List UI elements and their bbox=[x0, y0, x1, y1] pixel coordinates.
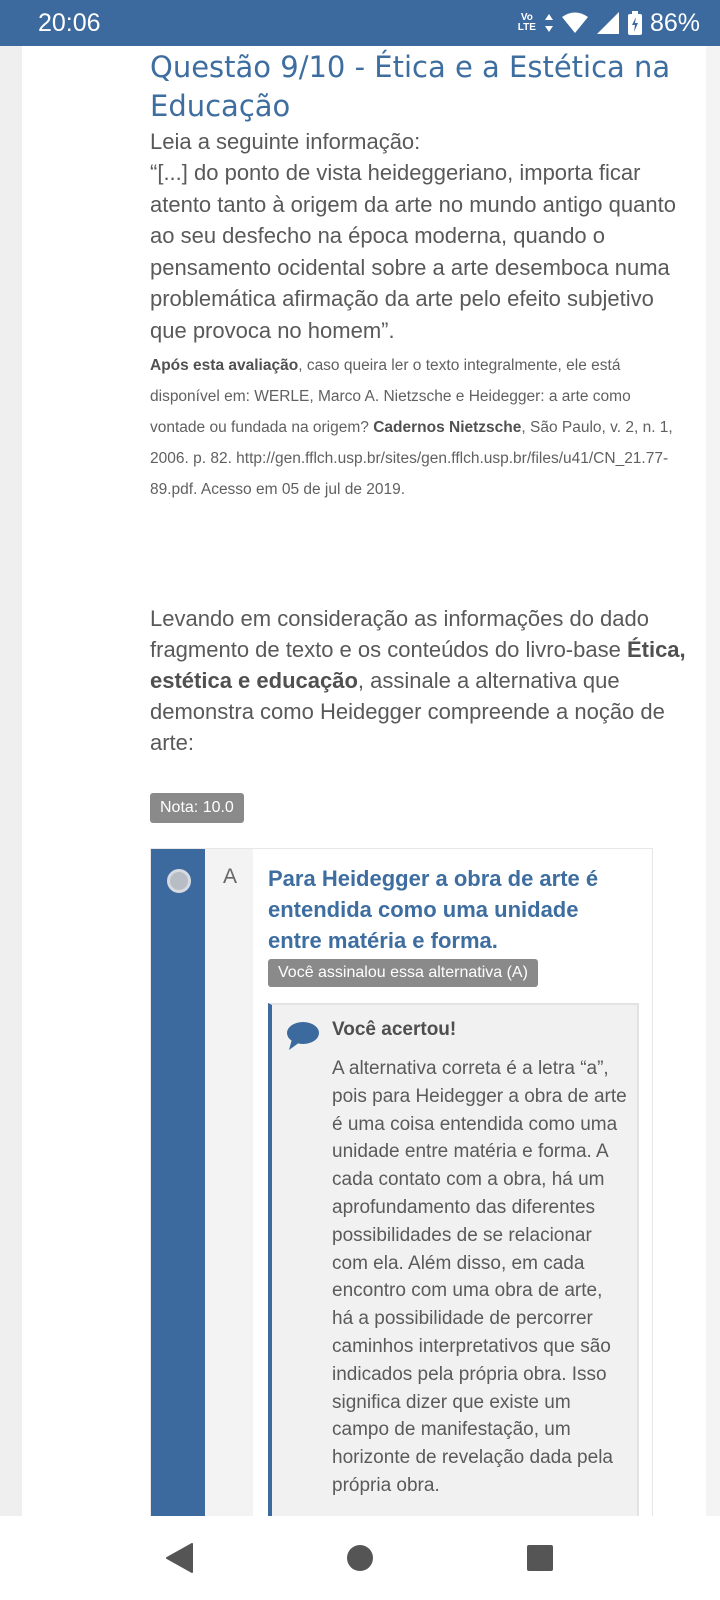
status-time: 20:06 bbox=[38, 8, 101, 37]
question-page[interactable] bbox=[22, 46, 706, 1516]
question-content bbox=[150, 46, 690, 823]
alternative-letter: A bbox=[223, 865, 238, 888]
alternative-letter-column bbox=[205, 849, 253, 1516]
right-gutter bbox=[706, 46, 720, 1516]
signal-icon bbox=[596, 11, 620, 35]
home-circle-icon bbox=[346, 1544, 374, 1572]
question-prompt bbox=[150, 603, 690, 758]
data-arrows-icon bbox=[544, 13, 554, 33]
alternative-text: Para Heidegger a obra de arte é entendida como uma unidade entre matéria e forma. bbox=[268, 866, 599, 953]
status-bar bbox=[0, 0, 720, 46]
alternative-radio[interactable] bbox=[167, 869, 191, 893]
selected-alternative-badge: Você assinalou essa alternativa (A) bbox=[268, 959, 538, 987]
recents-button[interactable] bbox=[510, 1528, 570, 1588]
left-gutter bbox=[0, 46, 22, 1516]
prompt-book-title: Ética, estética e educação bbox=[150, 637, 686, 693]
volte-icon bbox=[518, 13, 536, 33]
alternative-selected-stripe bbox=[151, 849, 205, 1516]
navigation-bar bbox=[0, 1516, 720, 1600]
speech-bubble-icon bbox=[286, 1021, 320, 1051]
source-reference bbox=[150, 350, 690, 505]
back-button[interactable] bbox=[150, 1528, 210, 1588]
question-quote: “[...] do ponto de vista heideggeriano, importa ficar atento tanto à origem da arte no mundo antigo quanto ao seu desfecho na época moderna, quando o pensamento ocidental sobre a arte desemboca numa problemática afirmação da arte pelo efeito subjetivo que provoca no homem”. bbox=[150, 160, 676, 343]
ref-bold-2: Cadernos Nietzsche bbox=[373, 419, 522, 436]
ref-text-2: , São Paulo, v. 2, n. 1, 2006. p. 82. http://gen.fflch.usp.br/sites/gen.fflch.usp.br/files/u41/CN_21.77-89.pdf. Acesso em 05 de jul de 2019. bbox=[150, 419, 673, 498]
status-icons bbox=[518, 9, 700, 38]
question-lead: Leia a seguinte informação: bbox=[150, 129, 421, 154]
feedback-text: A alternativa correta é a letra “a”, pois para Heidegger a obra de arte é uma coisa entendida como uma unidade entre matéria e forma. A cada contato com a obra, há um aprofundamento das diferentes possibilidades de se relacionar com ela. Além disso, em cada encontro com uma obra de arte, há a possibilidade de percorrer caminhos interpretativos que são indicados pela própria obra. Isso significa dizer que existe um campo de manifestação, um horizonte de revelação dada pela própria obra. bbox=[332, 1058, 627, 1496]
volte-top: Vo bbox=[520, 12, 533, 23]
feedback-title: Você acertou! bbox=[332, 1019, 457, 1040]
battery-percent: 86% bbox=[649, 8, 700, 37]
grade-badge: Nota: 10.0 bbox=[150, 793, 244, 823]
ref-text-1: , caso queira ler o texto integralmente, ele está disponível em: WERLE, Marco A. Nietzsche e Heidegger: a arte como vontade ou fundada na origem? bbox=[150, 357, 631, 436]
prompt-text-1: Levando em consideração as informações do dado fragmento de texto e os conteúdos do livro-base bbox=[150, 606, 649, 662]
recents-square-icon bbox=[526, 1544, 554, 1572]
feedback-box bbox=[268, 1003, 639, 1516]
wifi-icon bbox=[562, 12, 588, 34]
home-button[interactable] bbox=[330, 1528, 390, 1588]
prompt-text-2: , assinale a alternativa que demonstra como Heidegger compreende a noção de arte: bbox=[150, 668, 665, 755]
battery-icon bbox=[628, 11, 642, 35]
alternative-a[interactable] bbox=[150, 848, 653, 1516]
volte-bottom: LTE bbox=[517, 22, 536, 33]
ref-bold-1: Após esta avaliação bbox=[150, 357, 299, 374]
question-title: Questão 9/10 - Ética e a Estética na Educação bbox=[150, 50, 671, 123]
back-triangle-icon bbox=[166, 1543, 194, 1573]
